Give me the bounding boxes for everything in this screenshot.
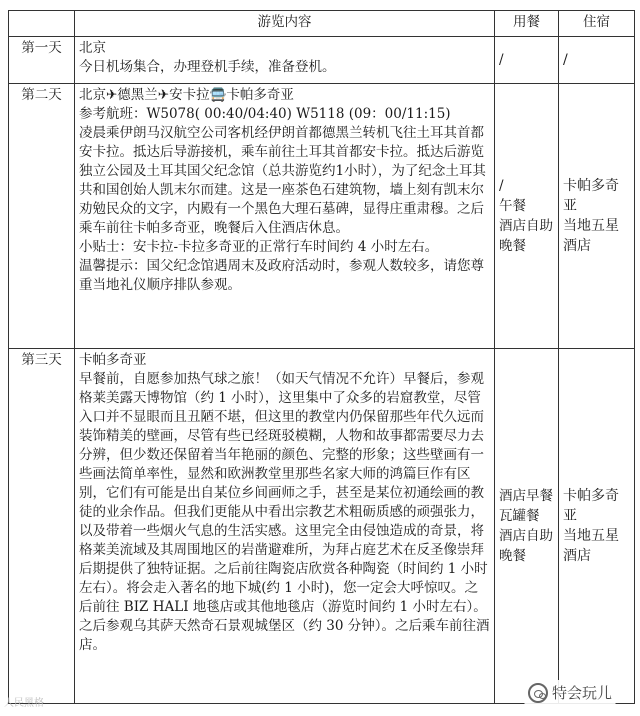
day-hotel (559, 37, 635, 84)
day-line: 早餐前，自愿参加热气球之旅！（如天气情况不允许）早餐后，参观格莱美露天博物馆（约 1 小时），这里集中了众多的岩窟教堂，尽管入口并不显眼而且丑陋不堪，但这里的教堂内仍保留那些年代久远而装饰精美的壁画，尽管有些已经斑驳模糊，人物和故事都需要尽力去分辨，但少数还保留着当年艳丽的颜色、完整的形象；这些壁画有一些画法简单率性，显然和欧洲教堂里那些名家大师的鸿篇巨作有区别，它们有可能是出自某位乡间画师之手，甚至是某位初通绘画的教徒的业余作品。但我们更能从中看出宗教艺术粗砺质感的顽强张力，以及带着一些烟火气息的生活实感。这里完全由侵蚀造成的奇景，将格莱美流域及其周围地区的岩凿避难所，为拜占庭艺术在反圣像崇拜后期提供了独特证据。之后前往陶瓷店欣赏各种陶瓷（时间约 1 小时左右）。将会走入著名的地下城(约 1 小时)，您一定会大呼惊叹。之后前往 BIZ HALI 地毯店或其他地毯店（游览时间约 1 小时左右）。之后参观乌其萨天然奇石景观城堡区（约 30 分钟）。之后乘车前往酒店。 (79, 371, 490, 653)
hotel-text: 卡帕多奇亚 当地五星酒店 (563, 488, 619, 564)
itinerary-table (8, 10, 635, 704)
day-line: 今日机场集合，办理登机手续，准备登机。 (79, 59, 336, 75)
meal-text: 酒店早餐 瓦罐餐 酒店自助晚餐 (499, 488, 553, 564)
day-row (9, 37, 635, 84)
hotel-text: 卡帕多奇亚 当地五星酒店 (563, 178, 619, 254)
day-content (75, 84, 495, 349)
tip-line: 小贴士：安卡拉-卡拉多奇亚的正常行车时间约 4 小时左右。 (79, 239, 439, 255)
day-label: 第二天 (9, 84, 75, 349)
header-day (9, 11, 75, 37)
day-meal (495, 37, 559, 84)
day-label: 第一天 (9, 37, 75, 84)
header-content: 游览内容 (75, 11, 495, 37)
watermark-text: 特会玩儿 (552, 684, 613, 702)
day-row (9, 349, 635, 704)
meal-text: / (499, 52, 504, 68)
hotel-text: / (563, 52, 568, 68)
notice-line: 温馨提示：国父纪念馆遇周末及政府活动时，参观人数较多，请您尊重当地礼仪顺序排队参观。 (79, 258, 484, 293)
day-row (9, 84, 635, 349)
day-label: 第三天 (9, 349, 75, 704)
day-hotel (559, 349, 635, 704)
day-line: 凌晨乘伊朗马汉航空公司客机经伊朗首都德黑兰转机飞往土耳其首都安卡拉。抵达后导游接机，乘车前往土耳其首都安卡拉。抵达后游览独立公园及土耳其国父纪念馆（总共游览约1小时），为了纪念土耳其共和国创始人凯末尔而建。这是一座茶色石建筑物，墙上刻有凯末尔劝勉民众的文字，内殿有一个黑色大理石墓碑，显得庄重肃穆。之后乘车前往卡帕多奇亚，晚餐后入住酒店休息。 (79, 125, 486, 236)
wechat-icon (528, 683, 548, 703)
header-row (9, 11, 635, 37)
day-meal (495, 349, 559, 704)
header-meal: 用餐 (495, 11, 559, 37)
meal-text: / 午餐 酒店自助晚餐 (499, 178, 553, 254)
header-hotel: 住宿 (559, 11, 635, 37)
day-hotel (559, 84, 635, 349)
flight-line: 参考航班：W5078( 00:40/04:40) W5118 (09：00/11:15) (79, 106, 451, 122)
day-content (75, 349, 495, 704)
watermark-right (524, 680, 616, 705)
day-title: 北京 (79, 40, 106, 56)
day-content (75, 37, 495, 84)
day-title: 北京✈德黑兰✈安卡拉🚍卡帕多奇亚 (79, 87, 294, 103)
day-title: 卡帕多奇亚 (79, 352, 147, 368)
watermark-left: 人民黑格 (4, 698, 44, 709)
day-meal (495, 84, 559, 349)
